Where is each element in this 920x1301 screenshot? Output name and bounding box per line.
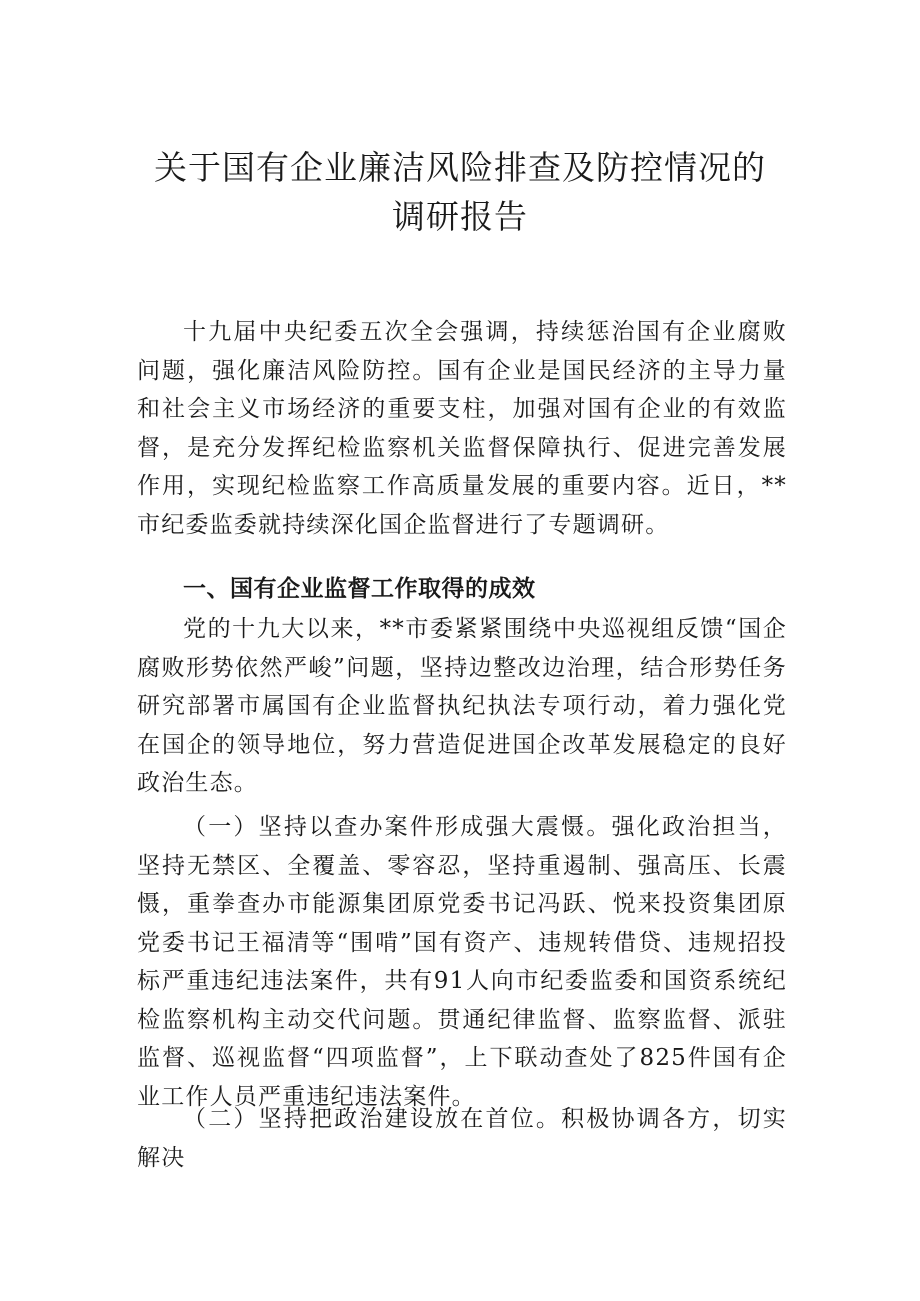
- paragraph-achievements-block: [137, 610, 787, 803]
- paragraph-item-2: （二）坚持把政治建设放在首位。积极协调各方，切实解决: [137, 1106, 787, 1171]
- paragraph-intro: 十九届中央纪委五次全会强调，持续惩治国有企业腐败问题，强化廉洁风险防控。国有企业是国民经济的主导力量和社会主义市场经济的重要支柱，加强对国有企业的有效监督，是充分发挥纪检监察机关监督保障执行、促进完善发展作用，实现纪检监察工作高质量发展的重要内容。近日，**市纪委监委就持续深化国企监督进行了专题调研。: [137, 319, 787, 538]
- paragraph-achievements: 党的十九大以来，**市委紧紧围绕中央巡视组反馈“国企腐败形势依然严峻”问题，坚持边整改边治理，结合形势任务研究部署市属国有企业监督执纪执法专项行动，着力强化党在国企的领导地位，努力营造促进国企改革发展稳定的良好政治生态。: [137, 616, 787, 796]
- section-heading-1: 一、国有企业监督工作取得的成效: [183, 576, 536, 602]
- paragraph-intro-block: [137, 313, 787, 544]
- document-title-line-1: 关于国有企业廉洁风险排查及防控情况的: [154, 148, 766, 187]
- paragraph-item-2-block: [137, 1100, 787, 1177]
- document-title-line-2: 调研报告: [392, 197, 528, 236]
- paragraph-item-1: （一）坚持以查办案件形成强大震慑。强化政治担当，坚持无禁区、全覆盖、零容忍，坚持重遏制、强高压、长震慑，重拳查办市能源集团原党委书记冯跃、悦来投资集团原党委书记王福清等“围啃”国有资产、违规转借贷、违规招投标严重违纪违法案件，共有91人向市纪委监委和国资系统纪检监察机构主动交代问题。贯通纪律监督、监察监督、派驻监督、巡视监督“四项监督”，上下联动查处了825件国有企业工作人员严重违纪违法案件。: [137, 814, 787, 1110]
- paragraph-item-1-block: [137, 808, 787, 1116]
